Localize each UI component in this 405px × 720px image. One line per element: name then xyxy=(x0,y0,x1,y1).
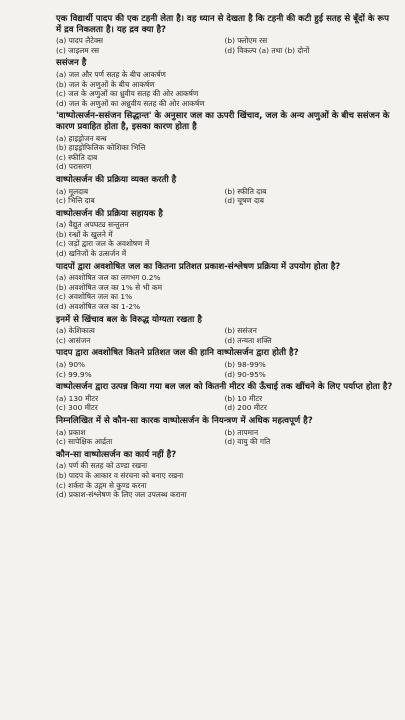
option-d[interactable]: (d) 90-95% xyxy=(224,369,266,379)
option-c[interactable]: (c) शर्करा के उद्गम से कुण्ड करना xyxy=(56,480,147,490)
option-a[interactable]: (a) प्रकाश xyxy=(56,427,86,437)
option-a[interactable]: (a) जल और पर्ण सतह के बीच आकर्षण xyxy=(56,69,166,79)
option-d[interactable]: (d) प्रकाश-संश्लेषण के लिए जल उपलब्ध कराना xyxy=(56,490,187,500)
option-d[interactable]: (d) जल के अणुओं का अध्रुवीय सतह की ओर आकर्षण xyxy=(56,98,205,108)
option-c[interactable]: (c) आसंजन xyxy=(56,335,91,345)
option-b[interactable]: (b) स्फीति दाब xyxy=(224,186,267,196)
option-c[interactable]: (c) सापेक्षिक आर्द्रता xyxy=(56,437,113,447)
options-grid xyxy=(56,326,393,345)
option-a[interactable]: (a) मूलदाब xyxy=(56,186,89,196)
question-stem: वाष्पोत्सर्जन की प्रक्रिया व्यक्त करती है xyxy=(56,174,177,185)
options-grid xyxy=(56,428,393,447)
question-stem: इनमें से खिंचाव बल के विरुद्ध योग्यता रखता है xyxy=(56,314,202,325)
question-stem: निम्नलिखित में से कौन-सा कारक वाष्पोत्सर्जन के नियन्त्रण में अधिक महत्वपूर्ण है? xyxy=(56,415,313,426)
question-11 xyxy=(56,450,393,500)
option-d[interactable]: (d) विकल्प (a) तथा (b) दोनों xyxy=(224,45,310,55)
option-b[interactable]: (b) ससंजन xyxy=(224,326,257,336)
option-c[interactable]: (c) जाइलम रस xyxy=(56,45,100,55)
options-list xyxy=(56,273,393,311)
options-list xyxy=(56,461,393,499)
option-c[interactable]: (c) अवशोषित जल का 1% xyxy=(56,292,133,302)
question-stem: कौन-सा वाष्पोत्सर्जन का कार्य नहीं है? xyxy=(56,449,177,460)
question-3 xyxy=(56,111,393,172)
options-list xyxy=(56,220,393,258)
question-10 xyxy=(56,416,393,447)
option-d[interactable]: (d) खनिजों के उत्सर्जन में xyxy=(56,249,127,259)
options-list xyxy=(56,134,393,172)
options-grid xyxy=(56,394,393,413)
option-d[interactable]: (d) तन्यता शक्ति xyxy=(224,335,272,345)
question-stem: पादप द्वारा अवशोषित कितने प्रतिशत जल की हानि वाष्पोत्सर्जन द्वारा होती है? xyxy=(56,348,299,359)
question-stem: वाष्पोत्सर्जन की प्रक्रिया सहायक है xyxy=(56,208,163,219)
option-b[interactable]: (b) पादप के आकार व संरचना को बनाए रखना xyxy=(56,470,184,480)
options-list xyxy=(56,70,393,108)
option-c[interactable]: (c) 99.9% xyxy=(56,369,92,379)
option-c[interactable]: (c) जड़ों द्वारा जल के अवशोषण में xyxy=(56,239,150,249)
question-5 xyxy=(56,209,393,259)
options-grid xyxy=(56,360,393,379)
option-a[interactable]: (a) केशिकात्व xyxy=(56,326,95,336)
option-b[interactable]: (b) तापमान xyxy=(224,427,259,437)
question-1 xyxy=(56,14,393,55)
question-4 xyxy=(56,175,393,206)
option-b[interactable]: (b) 10 मीटर xyxy=(224,393,263,403)
option-a[interactable]: (a) 130 मीटर xyxy=(56,393,99,403)
option-a[interactable]: (a) पर्ण की सतह को ठण्डा रखना xyxy=(56,461,148,471)
option-d[interactable]: (d) वायु की गति xyxy=(224,437,271,447)
option-a[interactable]: (a) हाइड्रोजन बन्ध xyxy=(56,133,107,143)
option-a[interactable]: (a) वैद्युत अपघट्य सन्तुलन xyxy=(56,220,129,230)
option-b[interactable]: (b) फ्लोएम रस xyxy=(224,36,268,46)
question-8 xyxy=(56,348,393,379)
question-2 xyxy=(56,58,393,108)
option-a[interactable]: (a) अवशोषित जल का लगभग 0.2% xyxy=(56,273,161,283)
question-stem: एक विद्यार्थी पादप की एक टहनी लेता है। वह ध्यान से देखता है कि टहनी की कटी हुई सतह से बूँदों के रूप में द्रव निकलता है। यह द्रव क्या है? xyxy=(56,14,389,35)
option-c[interactable]: (c) 300 मीटर xyxy=(56,403,98,413)
options-grid xyxy=(56,36,393,55)
option-a[interactable]: (a) 90% xyxy=(56,360,86,369)
option-d[interactable]: (d) अवशोषित जल का 1-2% xyxy=(56,302,141,312)
option-d[interactable]: (d) चूषण दाब xyxy=(224,196,265,206)
option-c[interactable]: (c) स्फीति दाब xyxy=(56,152,98,162)
option-b[interactable]: (b) जल के अणुओं के बीच आकर्षण xyxy=(56,79,155,89)
option-b[interactable]: (b) हाइड्रोफिलिक कोशिका भित्ति xyxy=(56,143,146,153)
question-stem: पादपों द्वारा अवशोषित जल का कितना प्रतिशत प्रकाश-संश्लेषण प्रक्रिया में उपयोग होता है? xyxy=(56,261,341,272)
option-d[interactable]: (d) 200 मीटर xyxy=(224,403,267,413)
option-d[interactable]: (d) परासरण xyxy=(56,162,92,172)
question-7 xyxy=(56,315,393,346)
options-grid xyxy=(56,187,393,206)
question-stem: 'वाष्पोत्सर्जन-ससंजन सिद्धान्त' के अनुसार जल का ऊपरी खिंचाव, जल के अन्य अणुओं के बीच ससंजन के कारण प्रवाहित होता है, इसका कारण होता है xyxy=(56,111,390,132)
question-stem: ससंजन है xyxy=(56,58,87,69)
question-9 xyxy=(56,382,393,413)
option-b[interactable]: (b) अवशोषित जल का 1% से भी कम xyxy=(56,282,163,292)
question-6 xyxy=(56,262,393,312)
option-a[interactable]: (a) पादप लैटेक्स xyxy=(56,36,103,46)
option-b[interactable]: (b) 98-99% xyxy=(224,360,266,369)
option-c[interactable]: (c) जल के अणुओं का ध्रुवीय सतह की ओर आकर्षण xyxy=(56,89,199,99)
option-c[interactable]: (c) भित्ति दाब xyxy=(56,196,95,206)
question-stem: वाष्पोत्सर्जन द्वारा उत्पन्न किया गया बल जल को कितनी मीटर की ऊँचाई तक खींचने के लिए पर्याप्त होता है? xyxy=(56,382,393,393)
option-b[interactable]: (b) रन्ध्रों के खुलने में xyxy=(56,229,113,239)
